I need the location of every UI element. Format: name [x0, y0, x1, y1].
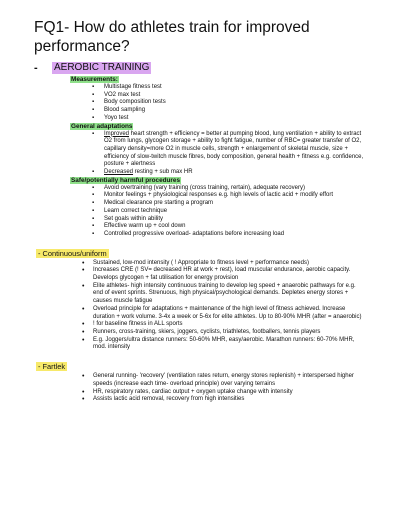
- list-item: ▪ Monitor feelings + physiological responses e.g. high levels of lactic acid + modify effort: [92, 192, 366, 200]
- list-item: • Elite athletes- high intensity continuous training to develop leg speed + anaerobic pathways for e.g. end of event sprints. Strenuous, high physical/psychological demands. Depletes energy stores + causes muscle fatigue: [82, 283, 366, 306]
- aerobic-training-heading: [34, 62, 366, 74]
- list-item: • Overload principle for adaptations + maintenance of the high level of fitness achieved. Increase duration + work volume. 3-4x a week or 5-6x for elite athletes. Up to 80-90% MHR (after = anaerobic): [82, 306, 366, 321]
- measurements-list: [32, 84, 366, 123]
- list-item: ▪ Decreased resting + sub max HR: [92, 169, 366, 177]
- list-item: • HR, respiratory rates, cardiac output + oxygen uptake change with intensity: [82, 389, 366, 397]
- list-item: ▪ Body composition tests: [92, 99, 366, 107]
- continuous-heading: - Continuous/uniform: [38, 248, 107, 258]
- measurements-heading: Measurements:: [71, 76, 118, 83]
- safe-procedures-heading: Safe/potentially harmful procedures: [71, 176, 181, 184]
- list-item: ▪ Yoyo test: [92, 115, 366, 123]
- list-item: • Sustained, low-mod intensity ( ! Appropriate to fitness level + performance needs): [82, 260, 366, 268]
- list-item: • Increases CRE (! SV= decreased HR at work + rest), load muscular endurance, aerobic capacity. Develops glycogen + fat utilisation for energy provision: [82, 267, 366, 282]
- list-item: ▪ Improved heart strength + efficiency = better at pumping blood, lung ventilation + ability to extract O2 from lungs, glycogen storage + ability to fight fatigue, number of RBC= greater transfer of O2, capillary density=more O2 in muscle cells, strength + enlargement of skeletal muscle, size + efficiency of slow-twitch muscle fibres, body composition, general health + fitness e.g. confidence, posture + alertness: [92, 131, 366, 170]
- list-item: ▪ Set goals within ability: [92, 216, 366, 224]
- list-item: ▪ Effective warm up + cool down: [92, 223, 366, 231]
- list-item: ▪ Medical clearance pre starting a program: [92, 200, 366, 208]
- heading-dash: -: [34, 62, 38, 74]
- list-item: ▪ Blood sampling: [92, 107, 366, 115]
- list-item: ▪ Controlled progressive overload- adaptations before increasing load: [92, 231, 366, 239]
- safe-procedures-list: [32, 185, 366, 239]
- list-item: • E.g. Joggers/ultra distance runners: 50-60% MHR, easy/aerobic. Marathon runners: 60-70% MHR, mod. intensity: [82, 337, 366, 352]
- fartlek-list: [32, 373, 366, 404]
- continuous-list: [32, 260, 366, 352]
- list-item: • Assists lactic acid removal, recovery from high intensities: [82, 396, 366, 404]
- list-item: • ! for baseline fitness in ALL sports: [82, 321, 366, 329]
- page-title: FQ1- How do athletes train for improved performance?: [34, 19, 310, 55]
- aerobic-training-label: AEROBIC TRAINING: [54, 62, 150, 73]
- list-item: • Runners, cross-training, skiers, joggers, cyclists, triathletes, footballers, tennis players: [82, 329, 366, 337]
- general-adaptations-list: [32, 131, 366, 177]
- fartlek-heading: - Fartlek: [38, 362, 66, 372]
- list-item: ▪ Avoid overtraining (vary training (cross training, rertain), adequate recovery): [92, 185, 366, 193]
- general-adaptations-heading: General adaptations: [71, 122, 133, 130]
- list-item: ▪ Learn correct technique: [92, 208, 366, 216]
- list-item: ▪ Multistage fitness test: [92, 84, 366, 92]
- list-item: • General running- 'recovery' (ventilation rates return, energy stores replenish) + interspersed higher speeds (increase each time- overload principle) over varying terrains: [82, 373, 366, 388]
- list-item: ▪ VO2 max test: [92, 92, 366, 100]
